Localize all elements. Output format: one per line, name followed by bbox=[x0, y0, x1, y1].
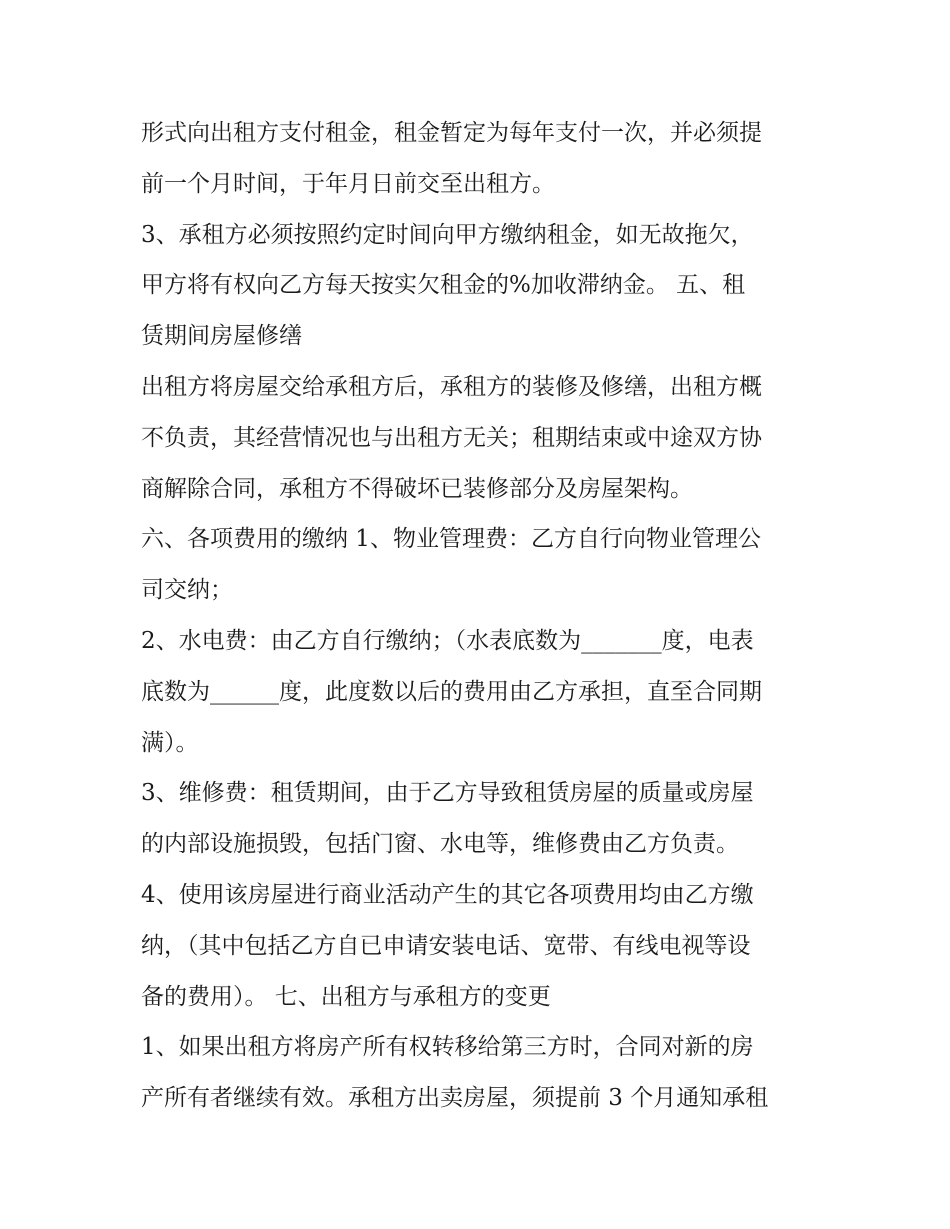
text-line: 形式向出租方支付租金，租金暂定为每年支付一次，并必须提 bbox=[141, 120, 762, 146]
text-line: 1、如果出租方将房产所有权转移给第三方时，合同对新的房 bbox=[141, 1034, 754, 1061]
contract-text bbox=[141, 108, 831, 1124]
text-line: 底数为______度，此度数以后的费用由乙方承担，直至合同期 bbox=[141, 678, 762, 705]
text-line: 司交纳； bbox=[141, 577, 233, 604]
text-line: 前一个月时间，于年月日前交至出租方。 bbox=[141, 170, 555, 197]
text-line: 赁期间房屋修缮 bbox=[141, 323, 302, 350]
text-line: 甲方将有权向乙方每天按实欠租金的%加收滞纳金。 五、租 bbox=[141, 272, 746, 299]
text-line: 出租方将房屋交给承租方后，承租方的装修及修缮，出租方概 bbox=[141, 373, 762, 400]
text-line: 不负责，其经营情况也与出租方无关；租期结束或中途双方协 bbox=[141, 424, 762, 451]
text-line: 满）。 bbox=[141, 729, 199, 756]
text-line: 备的费用）。 七、出租方与承租方的变更 bbox=[141, 983, 551, 1010]
text-line: 2、水电费：由乙方自行缴纳；（水表底数为_______度，电表 bbox=[141, 627, 754, 654]
text-line: 产所有者继续有效。承租方出卖房屋，须提前 3 个月通知承租 bbox=[141, 1085, 769, 1112]
text-line: 商解除合同，承租方不得破坏已装修部分及房屋架构。 bbox=[141, 475, 693, 502]
text-line: 3、承租方必须按照约定时间向甲方缴纳租金，如无故拖欠， bbox=[141, 221, 754, 248]
text-line: 3、维修费：租赁期间，由于乙方导致租赁房屋的质量或房屋 bbox=[141, 780, 754, 807]
text-line: 的内部设施损毁，包括门窗、水电等，维修费由乙方负责。 bbox=[141, 831, 739, 858]
text-line: 纳，（其中包括乙方自已申请安装电话、宽带、有线电视等设 bbox=[141, 932, 751, 959]
text-line: 4、使用该房屋进行商业活动产生的其它各项费用均由乙方缴 bbox=[141, 881, 754, 908]
text-line: 六、各项费用的缴纳 1、物业管理费：乙方自行向物业管理公 bbox=[141, 526, 761, 553]
